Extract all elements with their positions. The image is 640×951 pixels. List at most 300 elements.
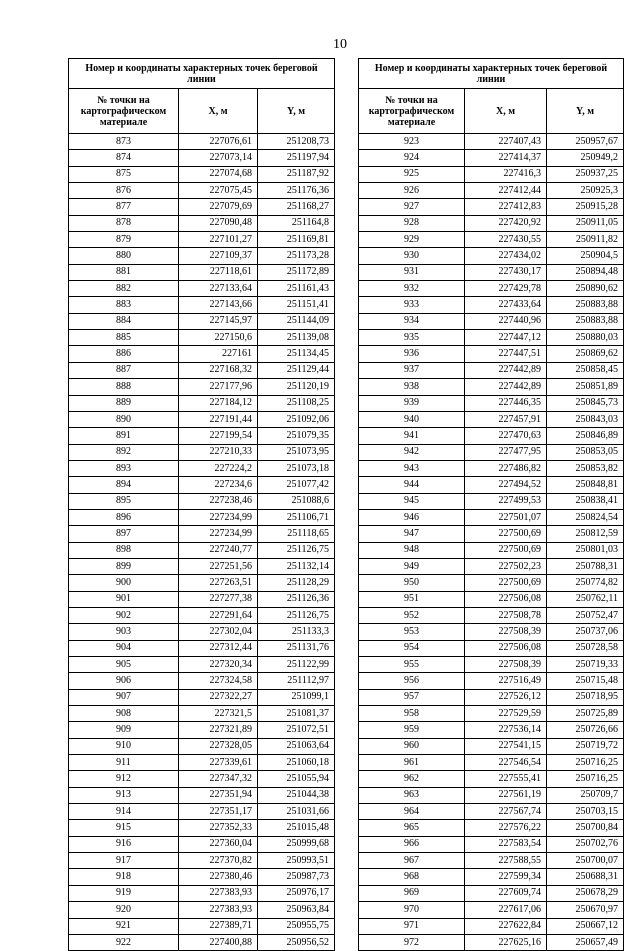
- point-number-cell: 948: [359, 542, 465, 558]
- y-coordinate-cell: 250702,76: [547, 836, 624, 852]
- y-coordinate-cell: 250883,88: [547, 297, 624, 313]
- x-coordinate-cell: 227076,61: [179, 134, 258, 150]
- point-number-cell: 891: [69, 428, 179, 444]
- table-row: [69, 624, 335, 640]
- table-row: [69, 885, 335, 901]
- table-row: [69, 444, 335, 460]
- table-row: [69, 787, 335, 803]
- x-coordinate-cell: 227407,43: [465, 134, 547, 150]
- column-header-point-number: № точки на картографическом материале: [69, 89, 179, 134]
- point-number-cell: 905: [69, 657, 179, 673]
- table-row: [359, 215, 624, 231]
- point-number-cell: 879: [69, 232, 179, 248]
- y-coordinate-cell: 251133,3: [258, 624, 335, 640]
- point-number-cell: 927: [359, 199, 465, 215]
- y-coordinate-cell: 251139,08: [258, 330, 335, 346]
- point-number-cell: 878: [69, 215, 179, 231]
- point-number-cell: 941: [359, 428, 465, 444]
- table-row: [359, 460, 624, 476]
- point-number-cell: 873: [69, 134, 179, 150]
- table-row: [359, 477, 624, 493]
- x-coordinate-cell: 227161: [179, 346, 258, 362]
- table-row: [69, 248, 335, 264]
- y-coordinate-cell: 251187,92: [258, 166, 335, 182]
- point-number-cell: 876: [69, 183, 179, 199]
- x-coordinate-cell: 227383,93: [179, 885, 258, 901]
- table-row: [69, 836, 335, 852]
- y-coordinate-cell: 250853,05: [547, 444, 624, 460]
- point-number-cell: 959: [359, 722, 465, 738]
- y-coordinate-cell: 251168,27: [258, 199, 335, 215]
- y-coordinate-cell: 250845,73: [547, 395, 624, 411]
- y-coordinate-cell: 250937,25: [547, 166, 624, 182]
- point-number-cell: 950: [359, 575, 465, 591]
- y-coordinate-cell: 250848,81: [547, 477, 624, 493]
- table-row: [359, 689, 624, 705]
- x-coordinate-cell: 227440,96: [465, 313, 547, 329]
- point-number-cell: 903: [69, 624, 179, 640]
- point-number-cell: 958: [359, 706, 465, 722]
- point-number-cell: 949: [359, 558, 465, 574]
- table-row: [359, 248, 624, 264]
- point-number-cell: 940: [359, 411, 465, 427]
- table-row: [69, 297, 335, 313]
- point-number-cell: 913: [69, 787, 179, 803]
- point-number-cell: 966: [359, 836, 465, 852]
- y-coordinate-cell: 251164,8: [258, 215, 335, 231]
- x-coordinate-cell: 227541,15: [465, 738, 547, 754]
- x-coordinate-cell: 227508,78: [465, 607, 547, 623]
- table-row: [69, 330, 335, 346]
- y-coordinate-cell: 250976,17: [258, 885, 335, 901]
- x-coordinate-cell: 227576,22: [465, 820, 547, 836]
- point-number-cell: 915: [69, 820, 179, 836]
- coordinates-table-left: [68, 58, 335, 951]
- y-coordinate-cell: 251134,45: [258, 346, 335, 362]
- table-row: [69, 395, 335, 411]
- point-number-cell: 918: [69, 869, 179, 885]
- table-row: [69, 346, 335, 362]
- point-number-cell: 952: [359, 607, 465, 623]
- x-coordinate-cell: 227546,54: [465, 755, 547, 771]
- y-coordinate-cell: 250726,66: [547, 722, 624, 738]
- x-coordinate-cell: 227442,89: [465, 379, 547, 395]
- column-header-x: X, м: [179, 89, 258, 134]
- point-number-cell: 944: [359, 477, 465, 493]
- y-coordinate-cell: 250963,84: [258, 902, 335, 918]
- point-number-cell: 884: [69, 313, 179, 329]
- x-coordinate-cell: 227625,16: [465, 934, 547, 950]
- point-number-cell: 882: [69, 281, 179, 297]
- x-coordinate-cell: 227168,32: [179, 362, 258, 378]
- point-number-cell: 921: [69, 918, 179, 934]
- y-coordinate-cell: 250824,54: [547, 509, 624, 525]
- point-number-cell: 953: [359, 624, 465, 640]
- column-header-x: X, м: [465, 89, 547, 134]
- y-coordinate-cell: 251081,37: [258, 706, 335, 722]
- y-coordinate-cell: 250725,89: [547, 706, 624, 722]
- y-coordinate-cell: 251092,06: [258, 411, 335, 427]
- x-coordinate-cell: 227133,64: [179, 281, 258, 297]
- y-coordinate-cell: 250869,62: [547, 346, 624, 362]
- page-number: 10: [333, 37, 347, 52]
- point-number-cell: 875: [69, 166, 179, 182]
- point-number-cell: 938: [359, 379, 465, 395]
- y-coordinate-cell: 251132,14: [258, 558, 335, 574]
- y-coordinate-cell: 250752,47: [547, 607, 624, 623]
- y-coordinate-cell: 250709,7: [547, 787, 624, 803]
- y-coordinate-cell: 251173,28: [258, 248, 335, 264]
- x-coordinate-cell: 227502,23: [465, 558, 547, 574]
- x-coordinate-cell: 227442,89: [465, 362, 547, 378]
- y-coordinate-cell: 251063,64: [258, 738, 335, 754]
- point-number-cell: 885: [69, 330, 179, 346]
- x-coordinate-cell: 227506,08: [465, 640, 547, 656]
- x-coordinate-cell: 227210,33: [179, 444, 258, 460]
- y-coordinate-cell: 250890,62: [547, 281, 624, 297]
- y-coordinate-cell: 250788,31: [547, 558, 624, 574]
- y-coordinate-cell: 250915,28: [547, 199, 624, 215]
- table-row: [69, 575, 335, 591]
- y-coordinate-cell: 250812,59: [547, 526, 624, 542]
- y-coordinate-cell: 250955,75: [258, 918, 335, 934]
- x-coordinate-cell: 227433,64: [465, 297, 547, 313]
- table-title: Номер и координаты характерных точек береговой линии: [69, 59, 335, 89]
- table-row: [359, 395, 624, 411]
- y-coordinate-cell: 251015,48: [258, 820, 335, 836]
- table-row: [359, 869, 624, 885]
- x-coordinate-cell: 227302,04: [179, 624, 258, 640]
- table-row: [69, 460, 335, 476]
- point-number-cell: 929: [359, 232, 465, 248]
- y-coordinate-cell: 251108,25: [258, 395, 335, 411]
- x-coordinate-cell: 227508,39: [465, 657, 547, 673]
- y-coordinate-cell: 250700,07: [547, 853, 624, 869]
- point-number-cell: 894: [69, 477, 179, 493]
- x-coordinate-cell: 227075,45: [179, 183, 258, 199]
- point-number-cell: 957: [359, 689, 465, 705]
- x-coordinate-cell: 227416,3: [465, 166, 547, 182]
- x-coordinate-cell: 227312,44: [179, 640, 258, 656]
- table-row: [359, 706, 624, 722]
- point-number-cell: 934: [359, 313, 465, 329]
- table-row: [69, 509, 335, 525]
- point-number-cell: 936: [359, 346, 465, 362]
- point-number-cell: 956: [359, 673, 465, 689]
- y-coordinate-cell: 251073,18: [258, 460, 335, 476]
- x-coordinate-cell: 227470,63: [465, 428, 547, 444]
- x-coordinate-cell: 227429,78: [465, 281, 547, 297]
- point-number-cell: 937: [359, 362, 465, 378]
- table-row: [359, 330, 624, 346]
- point-number-cell: 964: [359, 804, 465, 820]
- table-row: [69, 166, 335, 182]
- point-number-cell: 926: [359, 183, 465, 199]
- y-coordinate-cell: 250670,97: [547, 902, 624, 918]
- y-coordinate-cell: 251122,99: [258, 657, 335, 673]
- x-coordinate-cell: 227263,51: [179, 575, 258, 591]
- point-number-cell: 896: [69, 509, 179, 525]
- table-row: [69, 689, 335, 705]
- x-coordinate-cell: 227430,17: [465, 264, 547, 280]
- point-number-cell: 922: [69, 934, 179, 950]
- table-row: [359, 885, 624, 901]
- y-coordinate-cell: 251118,65: [258, 526, 335, 542]
- y-coordinate-cell: 251197,94: [258, 150, 335, 166]
- x-coordinate-cell: 227477,95: [465, 444, 547, 460]
- table-row: [359, 542, 624, 558]
- table-row: [69, 215, 335, 231]
- table-row: [359, 820, 624, 836]
- table-row: [359, 918, 624, 934]
- y-coordinate-cell: 250911,82: [547, 232, 624, 248]
- point-number-cell: 911: [69, 755, 179, 771]
- point-number-cell: 877: [69, 199, 179, 215]
- y-coordinate-cell: 250883,88: [547, 313, 624, 329]
- y-coordinate-cell: 251106,71: [258, 509, 335, 525]
- y-coordinate-cell: 250925,3: [547, 183, 624, 199]
- y-coordinate-cell: 250667,12: [547, 918, 624, 934]
- y-coordinate-cell: 250728,58: [547, 640, 624, 656]
- point-number-cell: 955: [359, 657, 465, 673]
- point-number-cell: 902: [69, 607, 179, 623]
- point-number-cell: 899: [69, 558, 179, 574]
- x-coordinate-cell: 227191,44: [179, 411, 258, 427]
- x-coordinate-cell: 227561,19: [465, 787, 547, 803]
- point-number-cell: 935: [359, 330, 465, 346]
- table-row: [69, 902, 335, 918]
- table-row: [69, 934, 335, 950]
- y-coordinate-cell: 251169,81: [258, 232, 335, 248]
- x-coordinate-cell: 227328,05: [179, 738, 258, 754]
- x-coordinate-cell: 227609,74: [465, 885, 547, 901]
- table-row: [359, 281, 624, 297]
- point-number-cell: 887: [69, 362, 179, 378]
- point-number-cell: 967: [359, 853, 465, 869]
- point-number-cell: 968: [359, 869, 465, 885]
- point-number-cell: 904: [69, 640, 179, 656]
- y-coordinate-cell: 251161,43: [258, 281, 335, 297]
- y-coordinate-cell: 250762,11: [547, 591, 624, 607]
- point-number-cell: 969: [359, 885, 465, 901]
- x-coordinate-cell: 227177,96: [179, 379, 258, 395]
- y-coordinate-cell: 250894,48: [547, 264, 624, 280]
- y-coordinate-cell: 251126,75: [258, 542, 335, 558]
- table-row: [69, 771, 335, 787]
- table-row: [69, 313, 335, 329]
- x-coordinate-cell: 227079,69: [179, 199, 258, 215]
- point-number-cell: 914: [69, 804, 179, 820]
- y-coordinate-cell: 250774,82: [547, 575, 624, 591]
- table-row: [359, 232, 624, 248]
- table-row: [69, 232, 335, 248]
- x-coordinate-cell: 227321,89: [179, 722, 258, 738]
- y-coordinate-cell: 250716,25: [547, 755, 624, 771]
- point-number-cell: 906: [69, 673, 179, 689]
- point-number-cell: 881: [69, 264, 179, 280]
- y-coordinate-cell: 251055,94: [258, 771, 335, 787]
- table-row: [69, 804, 335, 820]
- table-row: [359, 624, 624, 640]
- table-row: [69, 820, 335, 836]
- y-coordinate-cell: 251088,6: [258, 493, 335, 509]
- table-row: [69, 150, 335, 166]
- x-coordinate-cell: 227500,69: [465, 575, 547, 591]
- point-number-cell: 874: [69, 150, 179, 166]
- y-coordinate-cell: 251072,51: [258, 722, 335, 738]
- y-coordinate-cell: 250843,03: [547, 411, 624, 427]
- table-row: [359, 853, 624, 869]
- point-number-cell: 886: [69, 346, 179, 362]
- table-row: [359, 379, 624, 395]
- table-row: [359, 183, 624, 199]
- y-coordinate-cell: 250716,25: [547, 771, 624, 787]
- x-coordinate-cell: 227486,82: [465, 460, 547, 476]
- point-number-cell: 883: [69, 297, 179, 313]
- table-row: [69, 199, 335, 215]
- column-header-point-number: № точки на картографическом материале: [359, 89, 465, 134]
- x-coordinate-cell: 227389,71: [179, 918, 258, 934]
- y-coordinate-cell: 250737,06: [547, 624, 624, 640]
- point-number-cell: 919: [69, 885, 179, 901]
- table-row: [359, 591, 624, 607]
- x-coordinate-cell: 227617,06: [465, 902, 547, 918]
- x-coordinate-cell: 227143,66: [179, 297, 258, 313]
- point-number-cell: 920: [69, 902, 179, 918]
- table-row: [69, 542, 335, 558]
- y-coordinate-cell: 251126,36: [258, 591, 335, 607]
- y-coordinate-cell: 251077,42: [258, 477, 335, 493]
- table-row: [359, 199, 624, 215]
- table-row: [359, 804, 624, 820]
- table-row: [359, 264, 624, 280]
- point-number-cell: 916: [69, 836, 179, 852]
- point-number-cell: 923: [359, 134, 465, 150]
- point-number-cell: 917: [69, 853, 179, 869]
- table-row: [359, 313, 624, 329]
- point-number-cell: 961: [359, 755, 465, 771]
- x-coordinate-cell: 227360,04: [179, 836, 258, 852]
- table-row: [359, 297, 624, 313]
- point-number-cell: 963: [359, 787, 465, 803]
- x-coordinate-cell: 227446,35: [465, 395, 547, 411]
- table-row: [359, 722, 624, 738]
- x-coordinate-cell: 227090,48: [179, 215, 258, 231]
- table-row: [359, 738, 624, 754]
- y-coordinate-cell: 251176,36: [258, 183, 335, 199]
- point-number-cell: 901: [69, 591, 179, 607]
- y-coordinate-cell: 250987,73: [258, 869, 335, 885]
- x-coordinate-cell: 227199,54: [179, 428, 258, 444]
- table-row: [359, 673, 624, 689]
- y-coordinate-cell: 250880,03: [547, 330, 624, 346]
- x-coordinate-cell: 227414,37: [465, 150, 547, 166]
- y-coordinate-cell: 250999,68: [258, 836, 335, 852]
- table-row: [69, 706, 335, 722]
- table-row: [359, 607, 624, 623]
- point-number-cell: 933: [359, 297, 465, 313]
- table-row: [359, 166, 624, 182]
- x-coordinate-cell: 227526,12: [465, 689, 547, 705]
- x-coordinate-cell: 227555,41: [465, 771, 547, 787]
- y-coordinate-cell: 250851,89: [547, 379, 624, 395]
- table-row: [359, 428, 624, 444]
- table-row: [69, 591, 335, 607]
- y-coordinate-cell: 251079,35: [258, 428, 335, 444]
- y-coordinate-cell: 250719,72: [547, 738, 624, 754]
- table-row: [69, 673, 335, 689]
- x-coordinate-cell: 227529,59: [465, 706, 547, 722]
- x-coordinate-cell: 227588,55: [465, 853, 547, 869]
- y-coordinate-cell: 250949,2: [547, 150, 624, 166]
- table-row: [69, 607, 335, 623]
- point-number-cell: 890: [69, 411, 179, 427]
- point-number-cell: 931: [359, 264, 465, 280]
- table-row: [69, 411, 335, 427]
- point-number-cell: 930: [359, 248, 465, 264]
- x-coordinate-cell: 227380,46: [179, 869, 258, 885]
- table-row: [359, 526, 624, 542]
- x-coordinate-cell: 227234,99: [179, 526, 258, 542]
- table-row: [69, 853, 335, 869]
- table-row: [69, 869, 335, 885]
- point-number-cell: 928: [359, 215, 465, 231]
- table-row: [359, 657, 624, 673]
- point-number-cell: 962: [359, 771, 465, 787]
- y-coordinate-cell: 250703,15: [547, 804, 624, 820]
- x-coordinate-cell: 227430,55: [465, 232, 547, 248]
- table-row: [69, 281, 335, 297]
- y-coordinate-cell: 251126,75: [258, 607, 335, 623]
- x-coordinate-cell: 227347,32: [179, 771, 258, 787]
- y-coordinate-cell: 250715,48: [547, 673, 624, 689]
- point-number-cell: 947: [359, 526, 465, 542]
- point-number-cell: 925: [359, 166, 465, 182]
- y-coordinate-cell: 251144,09: [258, 313, 335, 329]
- point-number-cell: 971: [359, 918, 465, 934]
- y-coordinate-cell: 251128,29: [258, 575, 335, 591]
- y-coordinate-cell: 251031,66: [258, 804, 335, 820]
- table-row: [359, 902, 624, 918]
- table-row: [359, 362, 624, 378]
- y-coordinate-cell: 250801,03: [547, 542, 624, 558]
- column-header-y: Y, м: [547, 89, 624, 134]
- x-coordinate-cell: 227234,6: [179, 477, 258, 493]
- x-coordinate-cell: 227352,33: [179, 820, 258, 836]
- point-number-cell: 893: [69, 460, 179, 476]
- table-row: [359, 771, 624, 787]
- column-header-y: Y, м: [258, 89, 335, 134]
- table-row: [359, 558, 624, 574]
- x-coordinate-cell: 227383,93: [179, 902, 258, 918]
- table-row: [359, 836, 624, 852]
- point-number-cell: 924: [359, 150, 465, 166]
- x-coordinate-cell: 227447,12: [465, 330, 547, 346]
- x-coordinate-cell: 227109,37: [179, 248, 258, 264]
- table-row: [69, 379, 335, 395]
- table-row: [69, 558, 335, 574]
- x-coordinate-cell: 227508,39: [465, 624, 547, 640]
- table-row: [359, 150, 624, 166]
- x-coordinate-cell: 227500,69: [465, 526, 547, 542]
- point-number-cell: 908: [69, 706, 179, 722]
- x-coordinate-cell: 227434,02: [465, 248, 547, 264]
- x-coordinate-cell: 227339,61: [179, 755, 258, 771]
- table-title: Номер и координаты характерных точек береговой линии: [359, 59, 624, 89]
- x-coordinate-cell: 227320,34: [179, 657, 258, 673]
- point-number-cell: 970: [359, 902, 465, 918]
- table-row: [69, 722, 335, 738]
